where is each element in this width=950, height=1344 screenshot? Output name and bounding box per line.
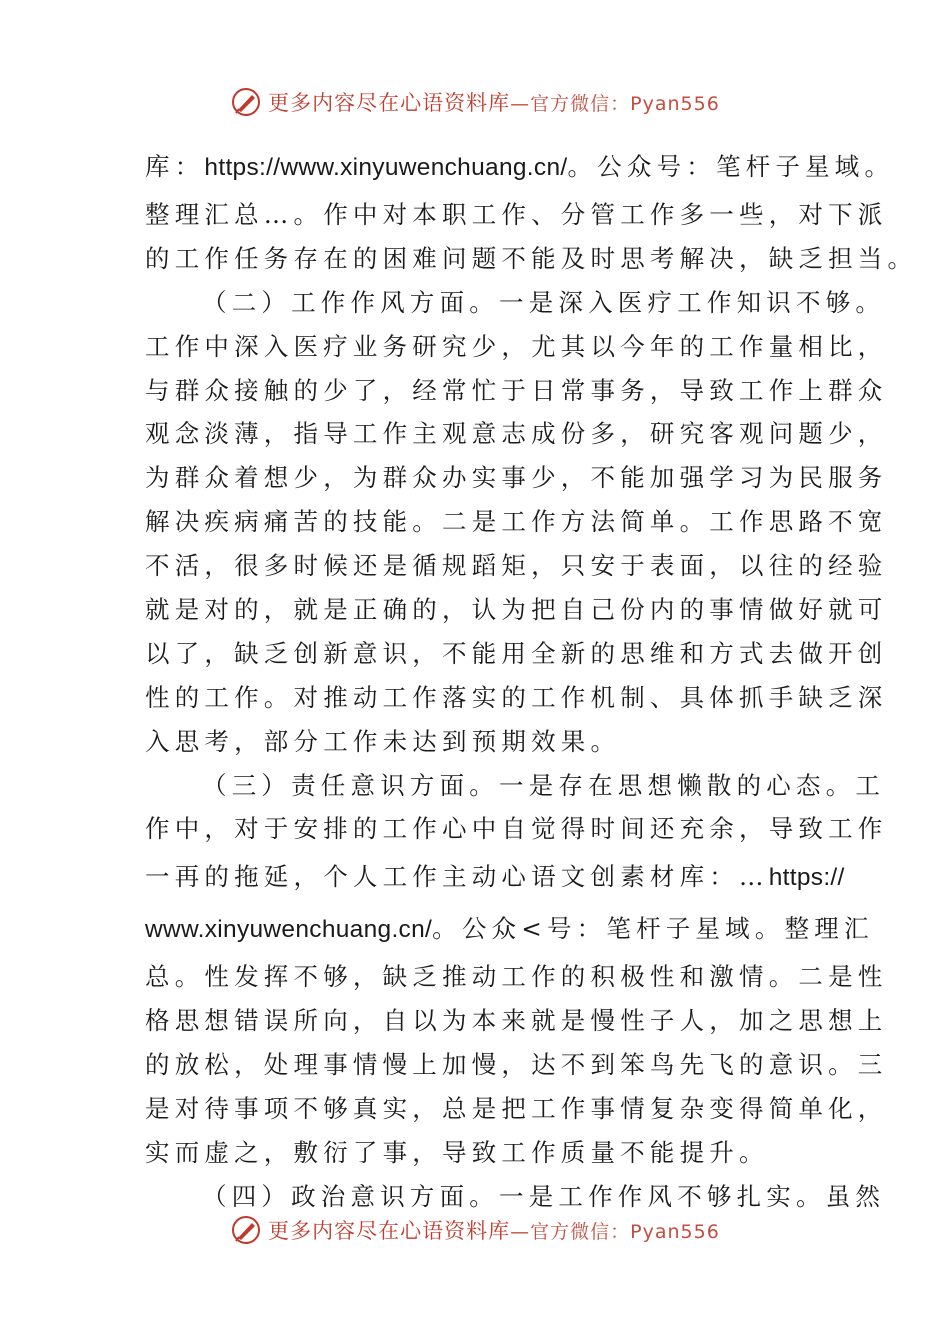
- url-link: https://: [768, 864, 845, 892]
- text-line: 作中，对于安排的工作心中自觉得时间还充余，导致工作: [145, 814, 888, 844]
- banner-title: 更多内容尽在心语资料库: [268, 91, 511, 115]
- banner-title: 更多内容尽在心语资料库: [268, 1219, 511, 1243]
- text-line: 以了，缺乏创新意识，不能用全新的思维和方式去做开创: [145, 638, 888, 668]
- text-line: 性的工作。对推动工作落实的工作机制、具体抓手缺乏深: [145, 682, 888, 712]
- section-heading-3: （三）责任意识方面。一是存在思想懒散的心态。工: [202, 770, 886, 800]
- text-line: 总。性发挥不够，缺乏推动工作的积极性和激情。二是性: [145, 962, 888, 992]
- text-line: 为群众着想少，为群众办实事少，不能加强学习为民服务: [145, 463, 888, 493]
- banner-wechat: —官方微信：Pyan556: [510, 1220, 720, 1243]
- text-line: 与群众接触的少了，经常忙于日常事务，导致工作上群众: [145, 375, 888, 405]
- text-line: 观念淡薄，指导工作主观意志成份多，研究客观问题少，: [145, 419, 888, 449]
- text-line: www.xinyuwenchuang.cn/。公众<号：笔杆子星域。整理汇: [145, 914, 874, 944]
- text-line: 一再的拖延，个人工作主动心语文创素材库：…https://: [145, 862, 845, 892]
- text-line: 库：https://www.xinyuwenchuang.cn/。公众号：笔杆子星域。: [145, 152, 895, 181]
- text-line: 的工作任务存在的困难问题不能及时思考解决，缺乏担当。: [145, 243, 918, 273]
- section-heading-2: （二）工作作风方面。一是深入医疗工作知识不够。: [202, 287, 886, 317]
- header-banner: [0, 82, 950, 122]
- text-line: 工作中深入医疗业务研究少，尤其以今年的工作量相比，: [145, 331, 888, 361]
- footer-banner: [0, 1210, 950, 1250]
- text-line: 是对待事项不够真实，总是把工作事情复杂变得简单化，: [145, 1094, 888, 1124]
- pen-logo-icon: [230, 1214, 262, 1246]
- pen-logo-icon: [230, 86, 262, 118]
- text-line: 的放松，处理事情慢上加慢，达不到笨鸟先飞的意识。三: [145, 1050, 888, 1080]
- text-line: 入思考，部分工作未达到预期效果。: [145, 726, 621, 756]
- section-heading-4: （四）政治意识方面。一是工作作风不够扎实。虽然: [202, 1181, 886, 1211]
- url-link: www.xinyuwenchuang.cn/: [145, 916, 433, 944]
- document-body: [145, 141, 918, 1219]
- text-line: 格思想错误所向，自以为本来就是慢性子人，加之思想上: [145, 1006, 888, 1036]
- text-line: 不活，很多时候还是循规蹈矩，只安于表面，以往的经验: [145, 551, 888, 581]
- text-line: 整理汇总…。作中对本职工作、分管工作多一些，对下派: [145, 200, 888, 229]
- url-link: https://www.xinyuwenchuang.cn/: [204, 154, 568, 181]
- banner-wechat: —官方微信：Pyan556: [510, 92, 720, 115]
- text-line: 实而虚之，敷衍了事，导致工作质量不能提升。: [145, 1137, 769, 1167]
- text-line: 解决疾病痛苦的技能。二是工作方法简单。工作思路不宽: [145, 507, 888, 537]
- text-line: 就是对的，就是正确的，认为把自己份内的事情做好就可: [145, 595, 888, 625]
